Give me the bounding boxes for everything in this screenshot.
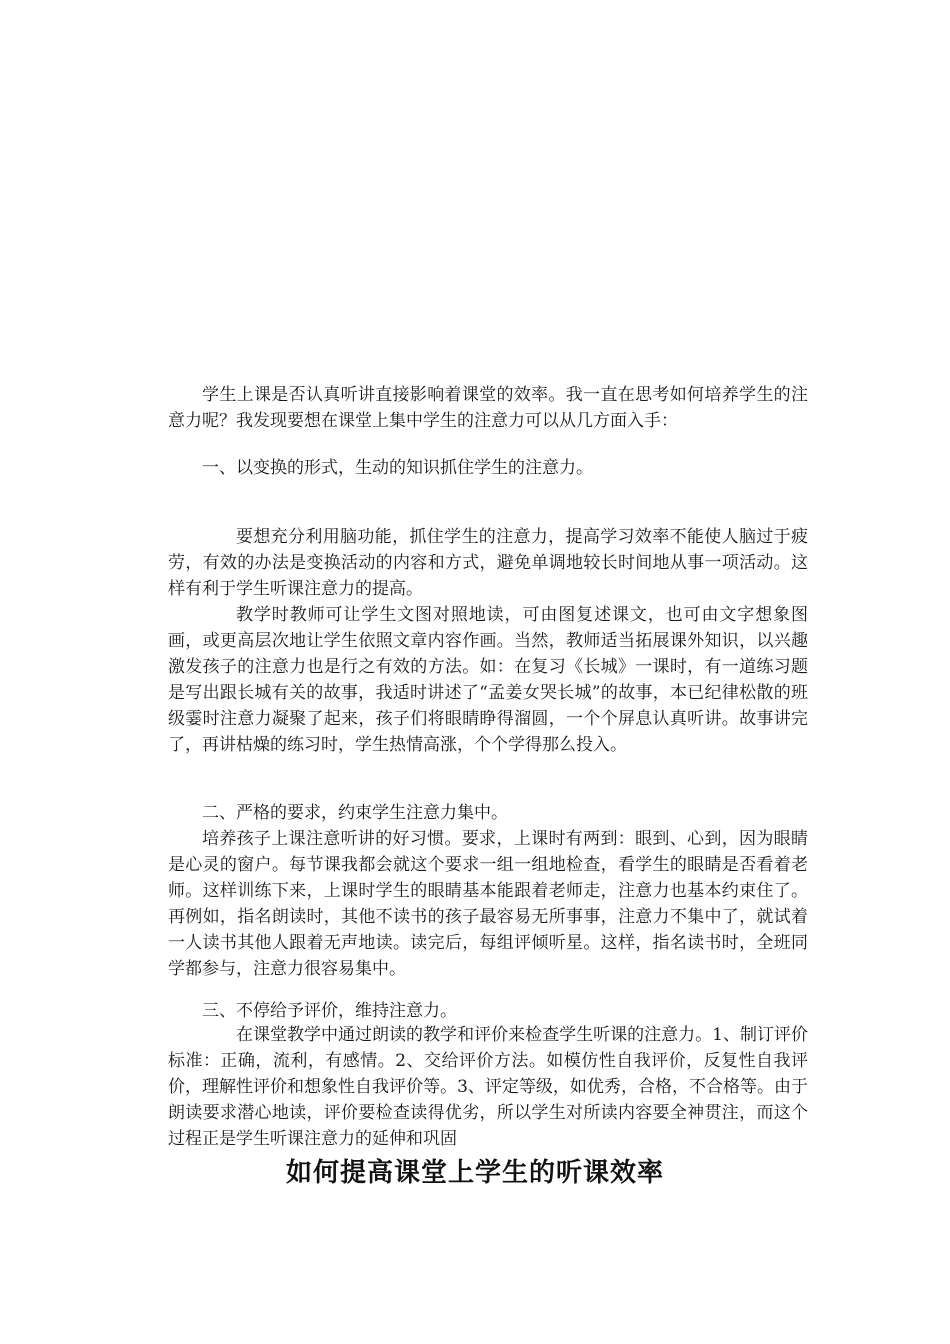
- section-2-paragraph-1: 培养孩子上课注意听讲的好习惯。要求，上课时有两到：眼到、心到，因为眼睛是心灵的窗户。每节课我都会就这个要求一组一组地检查，看学生的眼睛是否看着老师。这样训练下来，上课时学生的眼睛基本能跟着老师走，注意力也基本约束住了。再例如，指名朗读时，其他不读书的孩子最容易无所事事，注意力不集中了，就试着一人读书其他人跟着无声地读。读完后，每组评倾听星。这样，指名读书时，全班同学都参与，注意力很容易集中。: [168, 829, 808, 979]
- section-3-paragraph-1: 在课堂教学中通过朗读的教学和评价来检查学生听课的注意力。1、制订评价标准：正确，流利，有感情。2、交给评价方法。如模仿性自我评价，反复性自我评价，理解性评价和想象性自我评价等。3、评定等级，如优秀，合格，不合格等。由于朗读要求潜心地读，评价要检查读得优劣，所以学生对所读内容要全神贯注，而这个过程正是学生听课注意力的延伸和巩固: [168, 1025, 808, 1149]
- section-3-heading: 三、不停给予评价，维持注意力。: [202, 1001, 457, 1021]
- section-2-heading: 二、严格的要求，约束学生注意力集中。: [202, 803, 508, 823]
- section-1-paragraph-1: 要想充分利用脑功能，抓住学生的注意力，提高学习效率不能使人脑过于疲劳，有效的办法是变换活动的内容和方式，避免单调地较长时间地从事一项活动。这样有利于学生听课注意力的提高。: [168, 527, 808, 599]
- intro-paragraph: 学生上课是否认真听讲直接影响着课堂的效率。我一直在思考如何培养学生的注意力呢？我发现要想在课堂上集中学生的注意力可以从几方面入手：: [168, 385, 808, 431]
- document-title: 如何提高课堂上学生的听课效率: [285, 1158, 664, 1188]
- section-1-heading: 一、以变换的形式，生动的知识抓住学生的注意力。: [202, 458, 593, 478]
- section-1-paragraph-2: 教学时教师可让学生文图对照地读，可由图复述课文，也可由文字想象图画，或更高层次地让学生依照文章内容作画。当然，教师适当拓展课外知识，以兴趣激发孩子的注意力也是行之有效的方法。如：在复习《长城》一课时，有一道练习题是写出跟长城有关的故事，我适时讲述了“孟姜女哭长城”的故事，本已纪律松散的班级霎时注意力凝聚了起来，孩子们将眼睛睁得溜圆，一个个屏息认真听讲。故事讲完了，再讲枯燥的练习时，学生热情高涨，个个学得那么投入。: [168, 605, 808, 755]
